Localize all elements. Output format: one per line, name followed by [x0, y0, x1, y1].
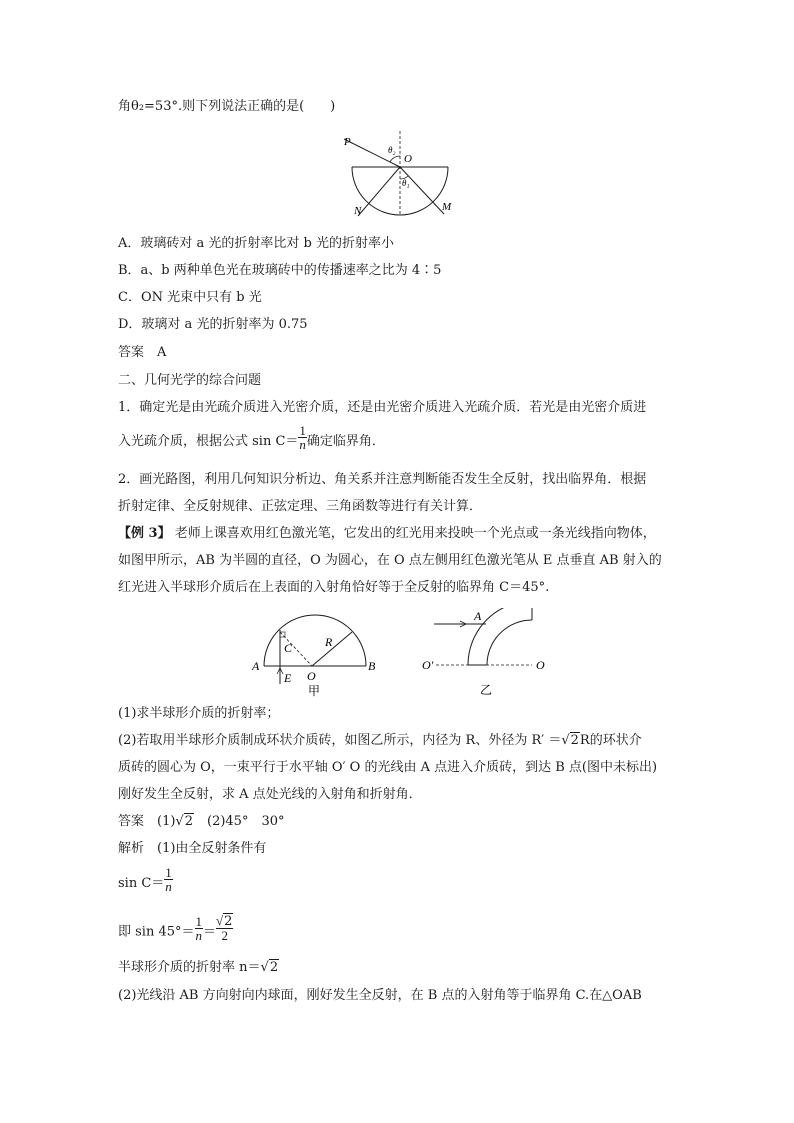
question-1: (1)求半球形介质的折射率； [118, 706, 280, 721]
option-b: B．a、b 两种单色光在玻璃砖中的传播速率之比为 4∶5 [118, 263, 442, 278]
answer-1: 答案 A [118, 345, 167, 360]
example-3-line-3: 红光进入半球形介质后在上表面的入射角恰好等于全反射的临界角 C＝45°. [118, 580, 550, 595]
label-B: B [368, 659, 376, 673]
section-title: 二、几何光学的综合问题 [118, 373, 262, 388]
label-E: E [284, 671, 292, 685]
label-O: O [404, 153, 412, 165]
sqrt-2: √2 [561, 733, 579, 748]
label-N: N [354, 205, 362, 217]
label-A: A [252, 659, 260, 673]
paragraph-1-line-1: 1．确定光是由光疏介质进入光密介质，还是由光密介质进入光疏介质．若光是由光密介质进 [118, 400, 647, 415]
paragraph-2-line-1: 2．画光路图，利用几何知识分析边、角关系并注意判断能否发生全反射，找出临界角．根据 [118, 472, 647, 487]
label-O: O [536, 658, 545, 672]
option-d: D．玻璃对 a 光的折射率为 0.75 [118, 317, 308, 332]
figure-jia-hemisphere [244, 612, 384, 700]
label-theta1: θ₁ [402, 178, 410, 188]
label-R: R [325, 635, 333, 649]
label-P: P [344, 136, 351, 148]
question-intro: 角θ₂=53°.则下列说法正确的是( ) [118, 99, 336, 114]
label-O: O [307, 669, 316, 683]
paragraph-1-line-2: 入光疏介质，根据公式 sin C＝ $\frac{1}{n}$ 确定临界角． [118, 423, 385, 452]
caption-jia: 甲 [308, 684, 321, 698]
paragraph-2-line-2: 折射定律、全反射规律、正弦定理、三角函数等进行有关计算． [118, 499, 483, 514]
question-2-line-3: 刚好发生全反射，求 A 点处光线的入射角和折射角． [118, 787, 422, 802]
analysis-part-2: (2)光线沿 AB 方向射向内球面，刚好发生全反射，在 B 点的入射角等于临界角 C.在△OAB [118, 988, 642, 1003]
answer-2: 答案 (1)√2 (2)45° 30° [118, 814, 285, 829]
label-A: A [474, 609, 482, 623]
option-a: A．玻璃砖对 a 光的折射率比对 b 光的折射率小 [118, 236, 394, 251]
question-2-line-1: (2)若取用半球形介质制成环状介质砖，如图乙所示，内径为 R、外径为 R′ ＝√2R的环状介 [118, 733, 642, 748]
label-theta2: θ₂ [388, 145, 396, 155]
label-C: C [284, 641, 293, 655]
label-M: M [442, 201, 452, 213]
question-2-line-2: 质砖的圆心为 O，一束平行于水平轴 O′ O 的光线由 A 点进入介质砖，到达 B 点(图中未标出) [118, 760, 658, 775]
example-3-line-1: 【例 3】 老师上课喜欢用红色激光笔，它发出的红光用来投映一个光点或一条光线指向物体， [118, 526, 656, 541]
figure-yi-ring [416, 608, 556, 700]
equation-3: 半球形介质的折射率 n＝√2 [118, 960, 279, 975]
equation-1: sin C＝ $\frac{1}{n}$ [118, 865, 172, 894]
analysis-label: 解析 (1)由全反射条件有 [118, 841, 267, 856]
label-O-prime: O′ [422, 658, 434, 672]
example-3-line-2: 如图甲所示，AB 为半圆的直径，O 为圆心，在 O 点左侧用红色激光笔从 E 点垂直 AB 射入的 [118, 553, 662, 568]
figure-refraction-semicircle [330, 128, 470, 228]
equation-2: 即 sin 45°＝ $\frac{1}{n}$ ＝ $\frac{√2}{2}$ [118, 913, 233, 943]
caption-yi: 乙 [480, 683, 493, 697]
fraction-1-over-n: $\frac{1}{n}$ [299, 423, 306, 452]
option-c: C．ON 光束中只有 b 光 [118, 290, 262, 305]
